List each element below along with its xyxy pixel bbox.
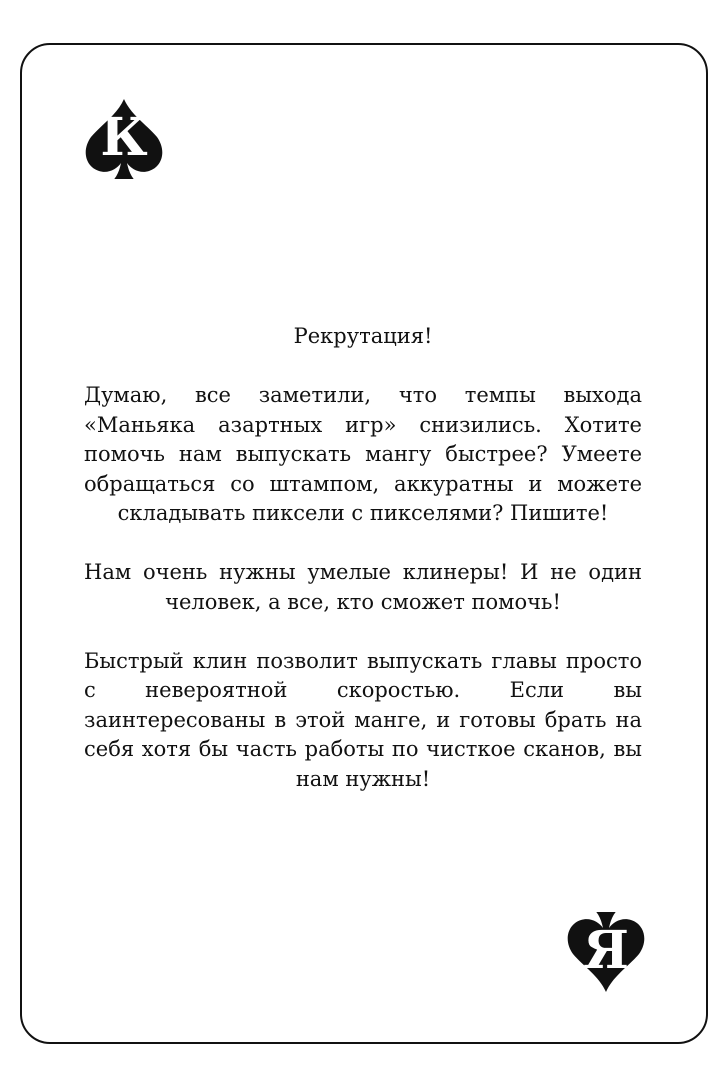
- notice-heading: Рекрутация!: [293, 324, 433, 348]
- emblem-top-letter: К: [100, 107, 148, 168]
- recruitment-notice: [84, 322, 642, 824]
- notice-paragraph: Нам очень нужны умелые клинеры! И не один человек, а все, кто сможет помочь!: [84, 560, 642, 614]
- notice-paragraph: Думаю, все заметили, что темпы выхода «Маньяка азартных игр» снизились. Хотите помочь нам выпускать мангу быстрее? Умеете обращаться со штампом, аккуратны и можете складывать пиксели с пикселями? Пишите!: [84, 383, 642, 525]
- notice-paragraph: Быстрый клин позволит выпускать главы просто с невероятной скоростью. Если вы заинтересованы в этой манге, и готовы брать на себя хотя бы часть работы по чисткое сканов, вы нам нужны!: [84, 648, 642, 791]
- spade-monogram-icon: [81, 95, 167, 191]
- emblem-bottom-letter: Я: [583, 920, 629, 981]
- spade-monogram-icon: [563, 900, 649, 996]
